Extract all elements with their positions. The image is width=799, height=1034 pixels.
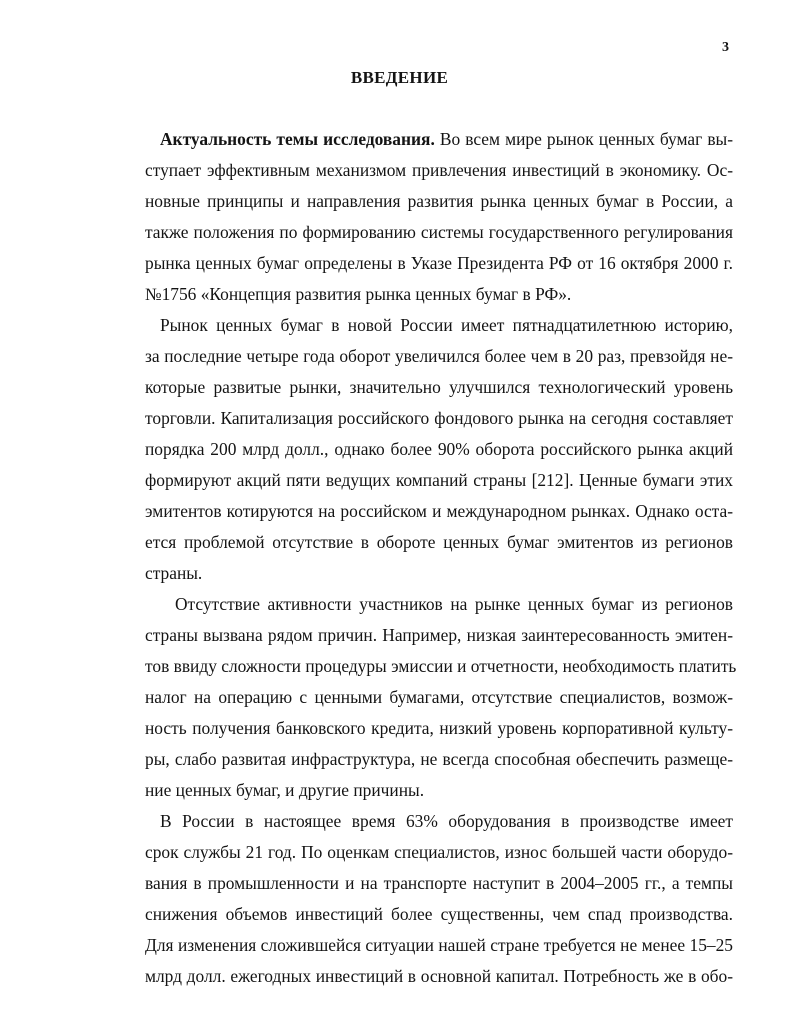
paragraph-1-line-5: рынка ценных бумаг определены в Указе Президента РФ от 16 октября 2000 г.: [145, 253, 733, 273]
paragraph-1-lead: Актуальность темы исследования.: [160, 129, 435, 149]
paragraph-2-line-3: которые развитые рынки, значительно улучшился технологический уровень: [145, 377, 733, 397]
paragraph-3-line-2: страны вызвана рядом причин. Например, низкая заинтересованность эмитен-: [145, 625, 733, 645]
paragraph-1-line-2: ступает эффективным механизмом привлечения инвестиций в экономику. Ос-: [145, 160, 733, 180]
paragraph-1-line-4: также положения по формированию системы государственного регулирования: [145, 222, 733, 242]
paragraph-1-line-1: [160, 128, 733, 150]
paragraph-3-line-3: тов ввиду сложности процедуры эмиссии и отчетности, необходимость платить: [145, 656, 737, 676]
paragraph-3-line-6: ры, слабо развитая инфраструктура, не всегда способная обеспечить размеще-: [145, 749, 733, 769]
paragraph-3-line-1: Отсутствие активности участников на рынке ценных бумаг из регионов: [175, 594, 733, 614]
paragraph-1-line-6: №1756 «Концепция развития рынка ценных бумаг в РФ».: [145, 284, 572, 304]
paragraph-4-line-2: срок службы 21 год. По оценкам специалистов, износ большей части оборудо-: [145, 842, 733, 862]
paragraph-4-line-5: Для изменения сложившейся ситуации нашей стране требуется не менее 15–25: [145, 935, 733, 955]
paragraph-2-line-1: Рынок ценных бумаг в новой России имеет пятнадцатилетнюю историю,: [160, 315, 733, 335]
paragraph-2-line-4: торговли. Капитализация российского фондового рынка на сегодня составляет: [145, 408, 733, 428]
paragraph-2-line-8: ется проблемой отсутствие в обороте ценных бумаг эмитентов из регионов: [145, 532, 733, 552]
paragraph-4-line-4: снижения объемов инвестиций более существенны, чем спад производства.: [145, 904, 733, 924]
paragraph-3-line-7: ние ценных бумаг, и другие причины.: [145, 780, 425, 800]
paragraph-2-line-7: эмитентов котируются на российском и международном рынках. Однако оста-: [145, 501, 733, 521]
paragraph-2-line-5: порядка 200 млрд долл., однако более 90% оборота российского рынка акций: [145, 439, 733, 459]
page-number: 3: [722, 40, 729, 55]
paragraph-4-line-6: млрд долл. ежегодных инвестиций в основной капитал. Потребность же в обо-: [145, 966, 733, 986]
paragraph-2-line-2: за последние четыре года оборот увеличился более чем в 20 раз, превзойдя не-: [145, 346, 733, 366]
paragraph-3-line-4: налог на операцию с ценными бумагами, отсутствие специалистов, возмож-: [145, 687, 733, 707]
paragraph-4-line-1: В России в настоящее время 63% оборудования в производстве имеет: [160, 811, 733, 831]
paragraph-2-line-9: страны.: [145, 563, 203, 583]
paragraph-1-line-3: новные принципы и направления развития рынка ценных бумаг в России, а: [145, 191, 733, 211]
paragraph-3-line-5: ность получения банковского кредита, низкий уровень корпоративной культу-: [145, 718, 733, 738]
page-title: ВВЕДЕНИЕ: [350, 68, 449, 87]
paragraph-2-line-6: формируют акций пяти ведущих компаний страны [212]. Ценные бумаги этих: [145, 470, 733, 490]
paragraph-1-line-1-text: Во всем мире рынок ценных бумаг вы-: [434, 129, 733, 149]
paragraph-4-line-3: вания в промышленности и на транспорте наступит в 2004–2005 гг., а темпы: [145, 873, 733, 893]
